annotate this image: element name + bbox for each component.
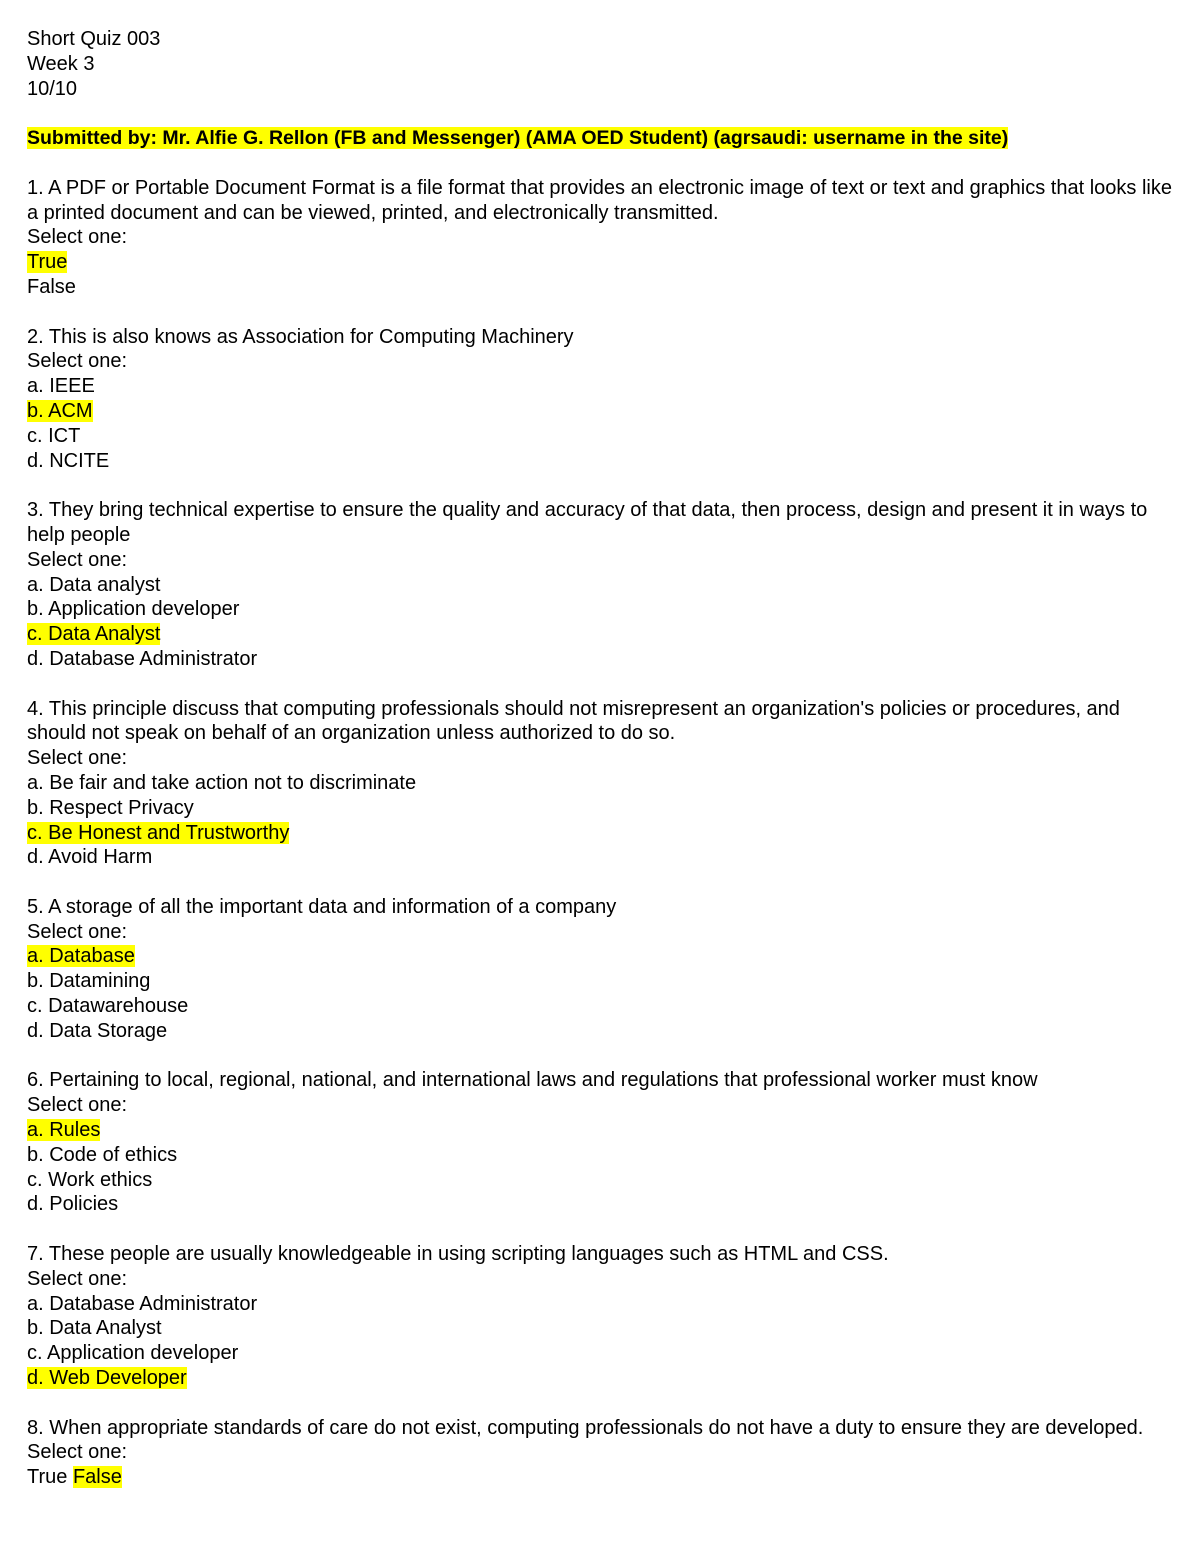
- answer-option-line: [27, 250, 1177, 275]
- answer-option: a. Database Administrator: [27, 1292, 258, 1315]
- answer-option-line: [27, 374, 1177, 399]
- spacer: [27, 1044, 1177, 1069]
- question-prompt: 1. A PDF or Portable Document Format is a file format that provides an electronic image of text or text and graphics that looks like a printed document and can be viewed, printed, and electronically transmitted.: [27, 176, 1172, 224]
- answer-options-inline: [27, 1465, 1177, 1490]
- spacer: [27, 1217, 1177, 1242]
- answer-option: a. Data analyst: [27, 573, 161, 596]
- answer-option: b. Data Analyst: [27, 1317, 162, 1340]
- answer-option-line: [27, 1341, 1177, 1366]
- answer-option: d. Data Storage: [27, 1019, 168, 1042]
- question-prompt: 6. Pertaining to local, regional, national, and international laws and regulations that professional worker must know: [27, 1069, 1038, 1092]
- answer-option-line: [27, 771, 1177, 796]
- answer-option: False: [27, 275, 76, 298]
- answer-option: c. Application developer: [27, 1342, 239, 1365]
- select-one-label: Select one:: [27, 1267, 128, 1290]
- answer-option-line: [27, 424, 1177, 449]
- question-prompt: 5. A storage of all the important data and information of a company: [27, 895, 617, 918]
- question-block: [27, 151, 1177, 300]
- answer-option: d. Database Administrator: [27, 647, 258, 670]
- question-block: [27, 1044, 1177, 1218]
- select-one-label: Select one:: [27, 226, 128, 249]
- answer-option: True: [27, 1466, 68, 1489]
- question-block: [27, 300, 1177, 474]
- answer-option-line: [27, 969, 1177, 994]
- select-one-label: Select one:: [27, 350, 128, 373]
- score-label: 10/10: [27, 77, 78, 100]
- spacer: [27, 672, 1177, 697]
- answer-option-line: [27, 399, 1177, 424]
- quiz-title: Short Quiz 003: [27, 28, 161, 50]
- spacer: [27, 151, 1177, 176]
- answer-option-line: [27, 1143, 1177, 1168]
- answer-option-line: [27, 821, 1177, 846]
- question-prompt: 8. When appropriate standards of care do not exist, computing professionals do not have a duty to ensure they are developed.: [27, 1416, 1144, 1439]
- submitted-by-line: [27, 126, 1177, 151]
- question-list: [27, 151, 1177, 1490]
- question-prompt: 3. They bring technical expertise to ensure the quality and accuracy of that data, then process, design and present it in ways to help people: [27, 499, 1148, 546]
- document-body: [27, 27, 1177, 1490]
- answer-option-line: [27, 1316, 1177, 1341]
- answer-option: b. Datamining: [27, 970, 151, 993]
- answer-option: d. NCITE: [27, 449, 110, 472]
- selected-answer-option: c. Data Analyst: [27, 623, 161, 646]
- answer-option-line: [27, 449, 1177, 474]
- answer-option: a. Be fair and take action not to discriminate: [27, 771, 417, 794]
- question-block: [27, 870, 1177, 1044]
- answer-option-line: [27, 1019, 1177, 1044]
- select-one-label: Select one:: [27, 1441, 128, 1464]
- answer-option-line: [27, 573, 1177, 598]
- answer-option-line: [27, 1366, 1177, 1391]
- spacer: [27, 870, 1177, 895]
- question-block: [27, 1391, 1177, 1490]
- answer-option-line: [27, 1118, 1177, 1143]
- answer-option: d. Policies: [27, 1193, 119, 1216]
- answer-option-line: [27, 647, 1177, 672]
- select-one-label: Select one:: [27, 1094, 128, 1117]
- answer-option: c. Datawarehouse: [27, 995, 189, 1018]
- answer-option-line: [27, 1292, 1177, 1317]
- answer-option: c. ICT: [27, 424, 81, 447]
- selected-answer-option: b. ACM: [27, 399, 93, 422]
- select-one-label: Select one:: [27, 548, 128, 571]
- spacer: [27, 473, 1177, 498]
- answer-option-line: [27, 944, 1177, 969]
- select-one-label: Select one:: [27, 920, 128, 943]
- selected-answer-option: c. Be Honest and Trustworthy: [27, 821, 290, 844]
- answer-option: b. Code of ethics: [27, 1143, 178, 1166]
- spacer: [27, 1391, 1177, 1416]
- answer-option-line: [27, 796, 1177, 821]
- answer-option-line: [27, 275, 1177, 300]
- question-block: [27, 473, 1177, 671]
- question-block: [27, 672, 1177, 870]
- question-block: [27, 1217, 1177, 1391]
- answer-option-line: [27, 1192, 1177, 1217]
- answer-option: d. Avoid Harm: [27, 846, 153, 869]
- selected-answer-option: True: [27, 251, 68, 274]
- answer-option-line: [27, 845, 1177, 870]
- answer-option: b. Application developer: [27, 598, 240, 621]
- answer-option-line: [27, 1168, 1177, 1193]
- selected-answer-option: a. Database: [27, 945, 135, 968]
- spacer: [27, 300, 1177, 325]
- select-one-label: Select one:: [27, 747, 128, 770]
- question-prompt: 2. This is also knows as Association for Computing Machinery: [27, 325, 574, 348]
- selected-answer-option: False: [72, 1466, 122, 1489]
- answer-option-line: [27, 994, 1177, 1019]
- submitted-by-text: Submitted by: Mr. Alfie G. Rellon (FB and Messenger) (AMA OED Student) (agrsaudi: username in the site): [27, 127, 1009, 150]
- week-label: Week 3: [27, 52, 95, 75]
- answer-option: a. IEEE: [27, 375, 95, 398]
- selected-answer-option: a. Rules: [27, 1119, 101, 1142]
- answer-option: b. Respect Privacy: [27, 796, 194, 819]
- selected-answer-option: d. Web Developer: [27, 1367, 187, 1390]
- question-prompt: 4. This principle discuss that computing professionals should not misrepresent an organization's policies or procedures, and should not speak on behalf of an organization unless authorized to do so.: [27, 697, 1120, 745]
- answer-option-line: [27, 622, 1177, 647]
- answer-option: c. Work ethics: [27, 1168, 153, 1191]
- answer-option-line: [27, 597, 1177, 622]
- question-prompt: 7. These people are usually knowledgeable in using scripting languages such as HTML and CSS.: [27, 1243, 889, 1266]
- spacer: [27, 101, 1177, 126]
